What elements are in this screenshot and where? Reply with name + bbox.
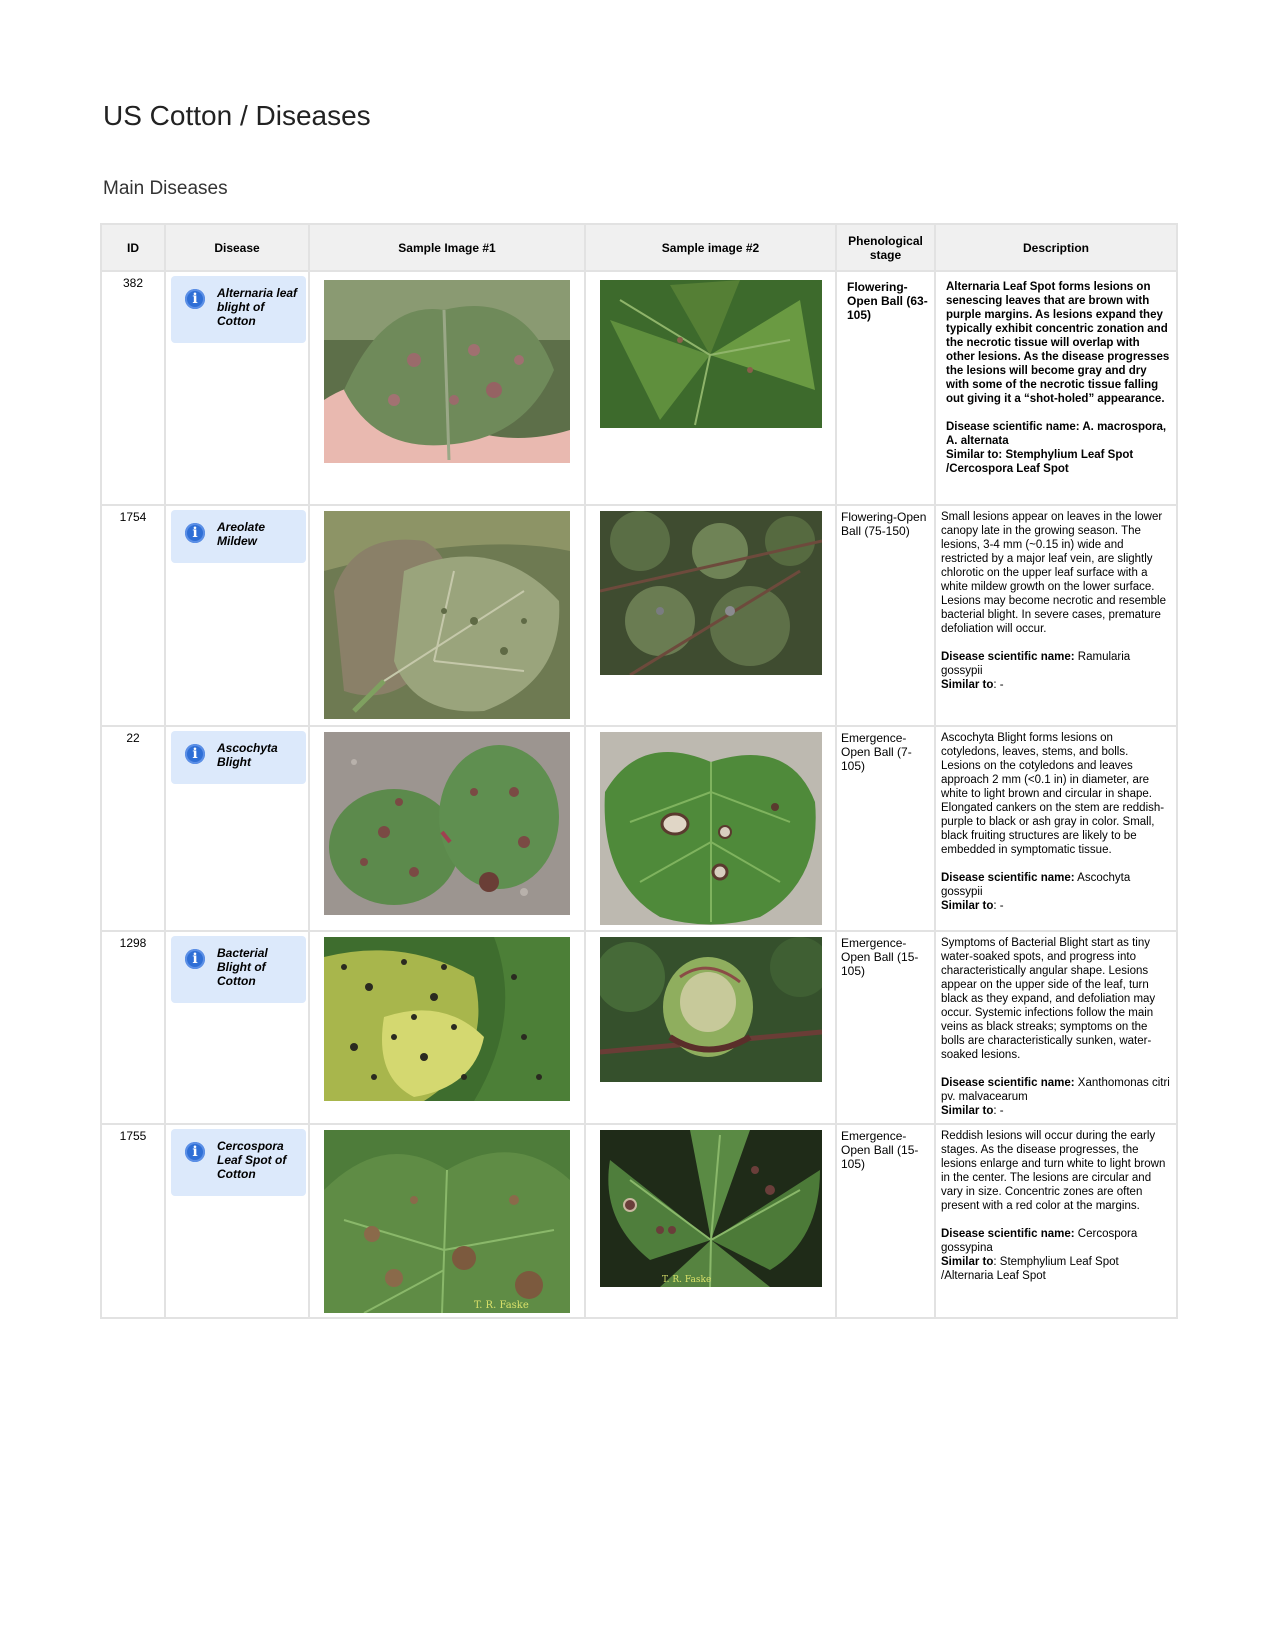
column-header-disease: Disease xyxy=(165,224,309,271)
image-watermark: T. R. Faske xyxy=(662,1275,712,1285)
disease-cell xyxy=(165,1124,309,1318)
id-cell: 1298 xyxy=(101,931,165,1124)
sample-image-1-cell xyxy=(309,505,585,726)
disease-cell xyxy=(165,505,309,726)
info-icon: i xyxy=(185,949,205,969)
similar-to: Stemphylium Leaf Spot /Cercospora Leaf Spot xyxy=(946,449,1134,475)
description-text: Small lesions appear on leaves in the lower canopy late in the growing season. The lesions, 3-4 mm (~0.15 in) wide and restricted by a major leaf vein, are slightly chlorotic on the upper leaf surface with a white mildew growth on the lower surface. Lesions may become necrotic and resemble bacterial blight. In severe cases, premature defoliation will occur. xyxy=(941,511,1167,635)
sample-image-areolate-1 xyxy=(324,511,570,719)
disease-link[interactable] xyxy=(171,936,306,1003)
description-meta xyxy=(941,1076,1170,1118)
similar-to-label: Similar to xyxy=(941,679,994,691)
diseases-table xyxy=(100,223,1178,1319)
sample-image-2-cell xyxy=(585,931,836,1124)
page-title: US Cotton / Diseases xyxy=(103,100,371,131)
sample-image-alternaria-1 xyxy=(324,280,570,463)
scientific-name: Xanthomonas citri pv. malvacearum xyxy=(941,1077,1170,1103)
sample-image-1-cell xyxy=(309,931,585,1124)
info-icon: i xyxy=(185,1142,205,1162)
similar-to: : Stemphylium Leaf Spot /Alternaria Leaf Spot xyxy=(941,1256,1119,1282)
scientific-name: Ascochyta gossypii xyxy=(941,872,1131,898)
sample-image-alternaria-2 xyxy=(600,280,822,428)
table-row xyxy=(101,505,1177,726)
scientific-name-label: Disease scientific name: xyxy=(946,421,1080,433)
disease-cell xyxy=(165,931,309,1124)
phenological-stage: Flowering-Open Ball (75-150) xyxy=(836,505,935,726)
description-text: Alternaria Leaf Spot forms lesions on senescing leaves that are brown with purple margins. As lesions expand they typically exhibit concentric zonation and the necrotic tissue will overlap with other lesions. As the disease progresses the lesions will become gray and dry with some of the necrotic tissue falling out giving it a “shot-holed” appearance. xyxy=(946,281,1170,405)
description-text: Reddish lesions will occur during the early stages. As the disease progresses, the lesions enlarge and turn white to light brown in the center. The lesions are circular and vary in size. Concentric zones are often present with a red color at the margins. xyxy=(941,1130,1166,1212)
table-header-row xyxy=(101,224,1177,271)
phenological-stage: Emergence-Open Ball (15-105) xyxy=(836,931,935,1124)
disease-link[interactable] xyxy=(171,1129,306,1196)
phenological-stage: Emergence-Open Ball (15-105) xyxy=(836,1124,935,1318)
sample-image-1-cell xyxy=(309,271,585,505)
description-text: Ascochyta Blight forms lesions on cotyledons, leaves, stems, and bolls. Lesions on the cotyledons and leaves approach 2 mm (<0.1 in) in diameter, are white to light brown and circular in shape. Elongated cankers on the stem are reddish-purple to black or ash gray in color. Small, black fruiting structures are likely to be embedded in symptomatic tissue. xyxy=(941,732,1165,856)
phenological-stage: Flowering-Open Ball (63-105) xyxy=(836,271,935,505)
disease-name: Bacterial Blight of Cotton xyxy=(217,946,268,988)
sample-image-2-cell xyxy=(585,505,836,726)
id-cell: 1754 xyxy=(101,505,165,726)
disease-cell xyxy=(165,726,309,931)
description-cell xyxy=(935,505,1177,726)
sample-image-1-cell xyxy=(309,726,585,931)
sample-image-2-cell xyxy=(585,271,836,505)
image-watermark: T. R. Faske xyxy=(474,1300,529,1311)
info-icon: i xyxy=(185,523,205,543)
table-row xyxy=(101,1124,1177,1318)
section-title: Main Diseases xyxy=(103,178,228,199)
sample-image-cercospora-1 xyxy=(324,1130,570,1313)
sample-image-cercospora-2 xyxy=(600,1130,822,1287)
disease-link[interactable] xyxy=(171,731,306,784)
similar-to-label: Similar to: xyxy=(946,449,1003,461)
column-header-phenological-stage: Phenological stage xyxy=(836,224,935,271)
column-header-id: ID xyxy=(101,224,165,271)
description-text: Symptoms of Bacterial Blight start as tiny water-soaked spots, and progress into characteristically angular shape. Lesions appear on the upper side of the leaf, turn black as they expand, and defoliation may occur. Systemic infections follow the main veins as black streaks; symptoms on the bolls are characteristically sunken, water-soaked lesions. xyxy=(941,937,1156,1061)
sample-image-2-cell xyxy=(585,726,836,931)
disease-name: Alternaria leaf blight of Cotton xyxy=(217,286,298,328)
id-cell: 1755 xyxy=(101,1124,165,1318)
scientific-name-label: Disease scientific name: xyxy=(941,651,1075,663)
disease-name: Ascochyta Blight xyxy=(217,741,278,769)
scientific-name-label: Disease scientific name: xyxy=(941,872,1075,884)
description-meta xyxy=(946,420,1170,476)
description-cell xyxy=(935,1124,1177,1318)
table-row xyxy=(101,931,1177,1124)
description-meta xyxy=(941,871,1170,913)
column-header-sample-image-2: Sample image #2 xyxy=(585,224,836,271)
sample-image-bacterial-2 xyxy=(600,937,822,1082)
similar-to-label: Similar to xyxy=(941,900,994,912)
similar-to: : - xyxy=(993,1105,1004,1117)
table-row xyxy=(101,726,1177,931)
description-cell xyxy=(935,931,1177,1124)
description-meta xyxy=(941,1227,1170,1283)
description-meta xyxy=(941,650,1170,692)
id-cell: 382 xyxy=(101,271,165,505)
disease-link[interactable] xyxy=(171,510,306,563)
table-row xyxy=(101,271,1177,505)
similar-to: : - xyxy=(993,900,1004,912)
disease-cell xyxy=(165,271,309,505)
id-cell: 22 xyxy=(101,726,165,931)
sample-image-bacterial-1 xyxy=(324,937,570,1101)
sample-image-ascochyta-2 xyxy=(600,732,822,925)
sample-image-1-cell xyxy=(309,1124,585,1318)
similar-to-label: Similar to xyxy=(941,1105,994,1117)
description-cell xyxy=(935,726,1177,931)
scientific-name: Cercospora gossypina xyxy=(941,1228,1138,1254)
scientific-name-label: Disease scientific name: xyxy=(941,1077,1075,1089)
info-icon: i xyxy=(185,744,205,764)
similar-to-label: Similar to xyxy=(941,1256,994,1268)
scientific-name-label: Disease scientific name: xyxy=(941,1228,1075,1240)
phenological-stage: Emergence-Open Ball (7-105) xyxy=(836,726,935,931)
sample-image-ascochyta-1 xyxy=(324,732,570,915)
column-header-sample-image-1: Sample Image #1 xyxy=(309,224,585,271)
column-header-description: Description xyxy=(935,224,1177,271)
disease-name: Areolate Mildew xyxy=(217,520,266,548)
scientific-name: A. macrospora, A. alternata xyxy=(946,421,1167,447)
disease-name: Cercospora Leaf Spot of Cotton xyxy=(217,1139,287,1181)
sample-image-areolate-2 xyxy=(600,511,822,675)
description-cell xyxy=(935,271,1177,505)
info-icon: i xyxy=(185,289,205,309)
similar-to: : - xyxy=(993,679,1004,691)
scientific-name: Ramularia gossypii xyxy=(941,651,1131,677)
sample-image-2-cell xyxy=(585,1124,836,1318)
disease-link[interactable] xyxy=(171,276,306,343)
